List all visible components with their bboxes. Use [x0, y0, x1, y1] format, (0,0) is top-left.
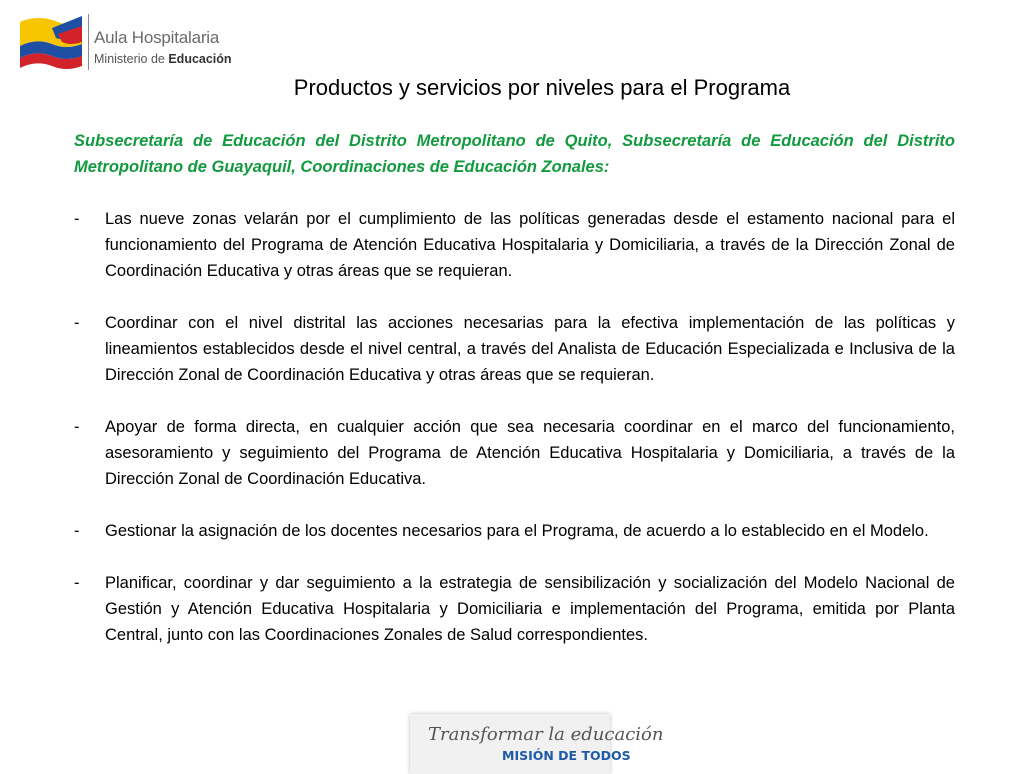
- list-item: [74, 310, 955, 388]
- list-item-text: Gestionar la asignación de los docentes necesarios para el Programa, de acuerdo a lo establecido en el Modelo.: [105, 522, 929, 540]
- logo-divider: [88, 14, 89, 70]
- logo-ministry-name: [94, 52, 232, 66]
- logo-ministry-bold: Educación: [168, 52, 232, 66]
- bullet-dash: -: [74, 574, 80, 592]
- responsibility-list: [74, 206, 955, 648]
- bullet-dash: -: [74, 522, 80, 540]
- slide-subtitle: Subsecretaría de Educación del Distrito Metropolitano de Quito, Subsecretaría de Educación del Distrito Metropolitano de Guayaquil, Coordinaciones de Educación Zonales:: [74, 132, 955, 176]
- slogan-badge: [410, 714, 664, 774]
- list-item: [74, 570, 955, 648]
- list-item-text: Planificar, coordinar y dar seguimiento a la estrategia de sensibilización y socialización del Modelo Nacional de Gestión y Atención Educativa Hospitalaria y Domiciliaria e implementación del Programa, emitida por Planta Central, junto con las Coordinaciones Zonales de Salud correspondientes.: [105, 574, 955, 644]
- flag-logo-mark: [18, 8, 86, 72]
- slide-content: [74, 128, 955, 648]
- list-item: [74, 518, 955, 544]
- logo-program-name: Aula Hospitalaria: [94, 28, 220, 47]
- logo-ministry-prefix: Ministerio de: [94, 52, 169, 66]
- list-item-text: Las nueve zonas velarán por el cumplimiento de las políticas generadas desde el estamento nacional para el funcionamiento del Programa de Atención Educativa Hospitalaria y Domiciliaria, a través de la Dirección Zonal de Coordinación Educativa y otras áreas que se requieran.: [105, 210, 955, 280]
- slogan-bold: MISIÓN DE TODOS: [502, 748, 631, 763]
- bullet-dash: -: [74, 314, 80, 332]
- list-item-text: Apoyar de forma directa, en cualquier acción que sea necesaria coordinar en el marco del funcionamiento, asesoramiento y seguimiento del Programa de Atención Educativa Hospitalaria y Domiciliaria, a través de la Dirección Zonal de Coordinación Educativa.: [105, 418, 955, 488]
- slogan-script: Transformar la educación: [428, 724, 664, 745]
- slide-title: Productos y servicios por niveles para el Programa: [293, 75, 791, 100]
- bullet-dash: -: [74, 418, 80, 436]
- list-item: [74, 206, 955, 284]
- bullet-dash: -: [74, 210, 80, 228]
- list-item: [74, 414, 955, 492]
- ministry-logo: [18, 8, 258, 74]
- list-item-text: Coordinar con el nivel distrital las acciones necesarias para la efectiva implementación de las políticas y lineamientos establecidos desde el nivel central, a través del Analista de Educación Especializada e Inclusiva de la Dirección Zonal de Coordinación Educativa y otras áreas que se requieran.: [105, 314, 955, 384]
